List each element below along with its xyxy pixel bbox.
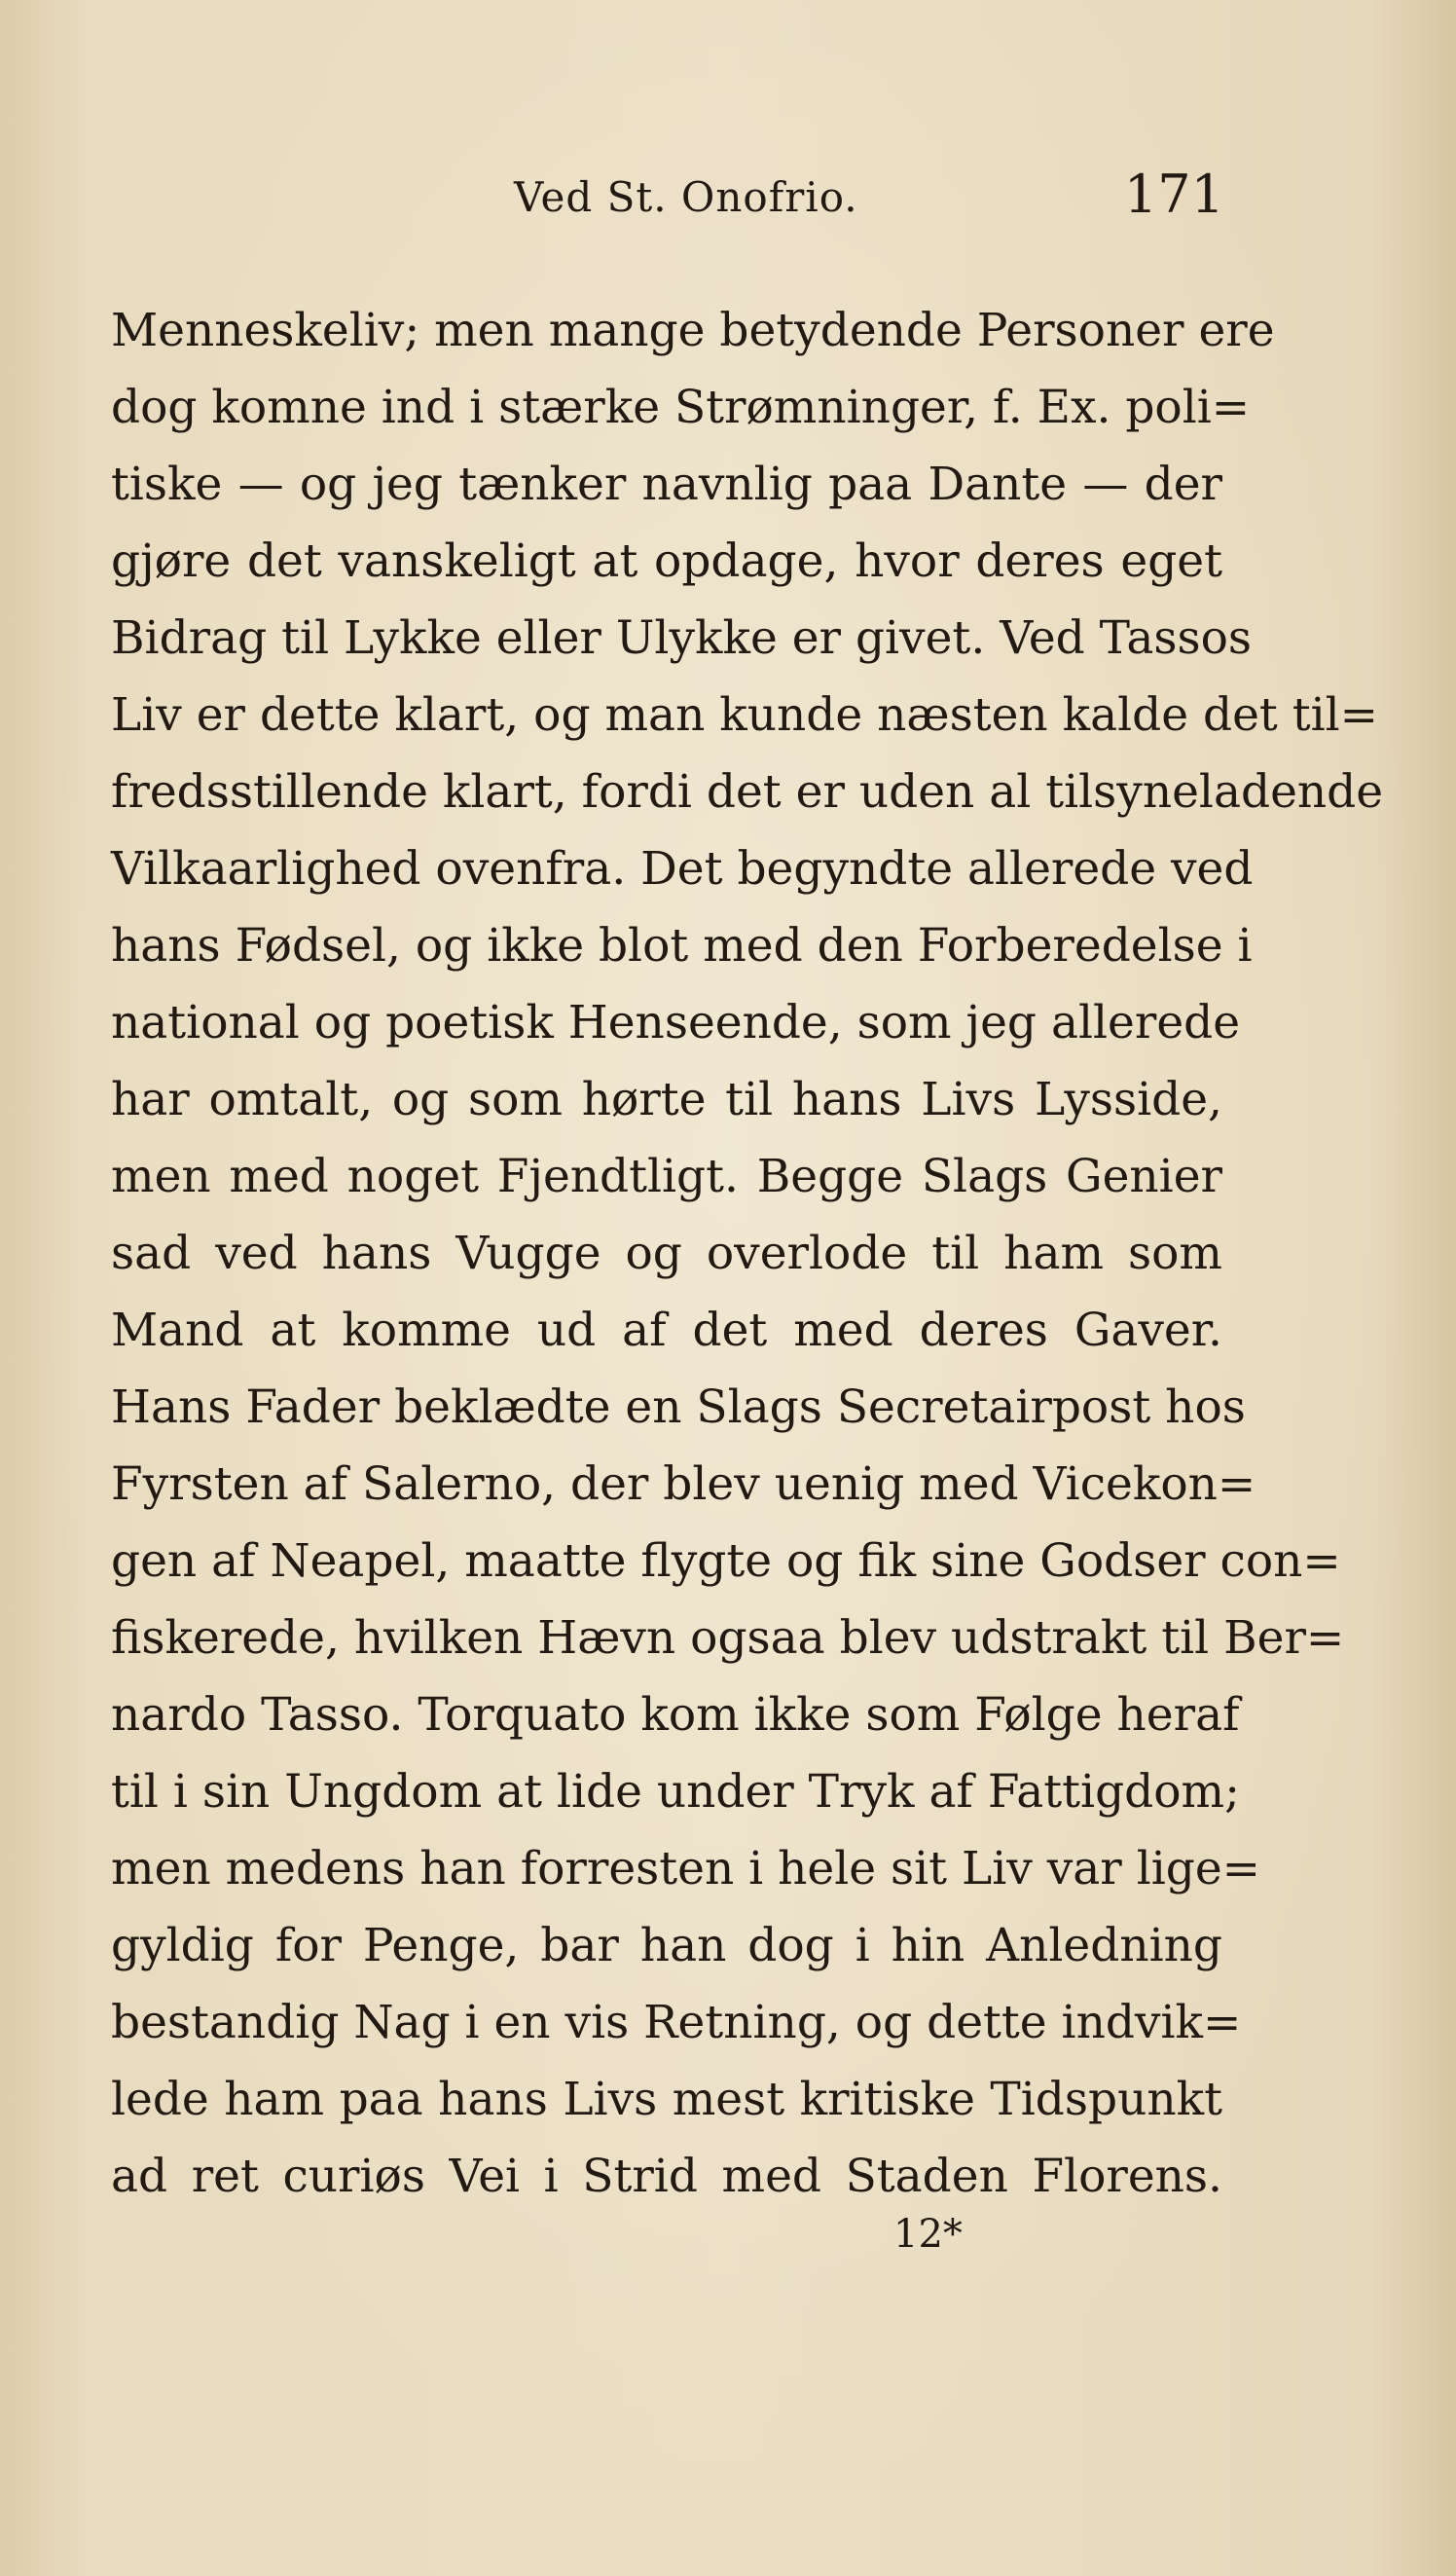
text-line: bestandig Nag i en vis Retning, og dette indvik=	[111, 1996, 1242, 2049]
text-line: Menneskeliv; men mange betydende Personer ere	[111, 304, 1275, 357]
signature-mark: 12*	[893, 2212, 963, 2257]
text-line: har omtalt, og som hørte til hans Livs Lysside,	[111, 1073, 1222, 1126]
text-line: dog komne ind i stærke Strømninger, f. Ex. poli=	[111, 381, 1251, 434]
text-line: Hans Fader beklædte en Slags Secretairpost hos	[111, 1380, 1246, 1434]
text-line: tiske — og jeg tænker navnlig paa Dante — der	[111, 458, 1222, 511]
text-line: Fyrsten af Salerno, der blev uenig med Vicekon=	[111, 1457, 1256, 1511]
running-head: Ved St. Onofrio.	[514, 173, 858, 221]
text-line: ad ret curiøs Vei i Strid med Staden Florens.	[111, 2150, 1222, 2203]
text-line: til i sin Ungdom at lide under Tryk af Fattigdom;	[111, 1765, 1240, 1819]
text-line: men med noget Fjendtligt. Begge Slags Genier	[111, 1150, 1222, 1203]
text-line: Vilkaarlighed ovenfra. Det begyndte allerede ved	[111, 842, 1254, 896]
text-line: national og poetisk Henseende, som jeg allerede	[111, 996, 1241, 1049]
text-line: sad ved hans Vugge og overlode til ham som	[111, 1227, 1222, 1280]
text-line: fiskerede, hvilken Hævn ogsaa blev udstrakt til Ber=	[111, 1611, 1345, 1665]
text-line: gjøre det vanskeligt at opdage, hvor deres eget	[111, 534, 1222, 588]
text-line: fredsstillende klart, fordi det er uden al tilsyneladende	[111, 765, 1384, 819]
text-line: men medens han forresten i hele sit Liv var lige=	[111, 1842, 1261, 1895]
page-number: 171	[1123, 164, 1224, 225]
text-line: hans Fødsel, og ikke blot med den Forberedelse i	[111, 919, 1253, 973]
text-line: Bidrag til Lykke eller Ulykke er givet. Ved Tassos	[111, 611, 1253, 665]
text-line: nardo Tasso. Torquato kom ikke som Følge heraf	[111, 1688, 1240, 1742]
text-line: Mand at komme ud af det med deres Gaver.	[111, 1304, 1222, 1357]
text-line: gyldig for Penge, bar han dog i hin Anledning	[111, 1919, 1222, 1972]
text-line: lede ham paa hans Livs mest kritiske Tidspunkt	[111, 2073, 1222, 2126]
page-header	[0, 164, 1456, 251]
text-line: Liv er dette klart, og man kunde næsten kalde det til=	[111, 688, 1379, 742]
text-line: gen af Neapel, maatte flygte og fik sine Godser con=	[111, 1534, 1341, 1588]
body-text	[111, 292, 1384, 2215]
